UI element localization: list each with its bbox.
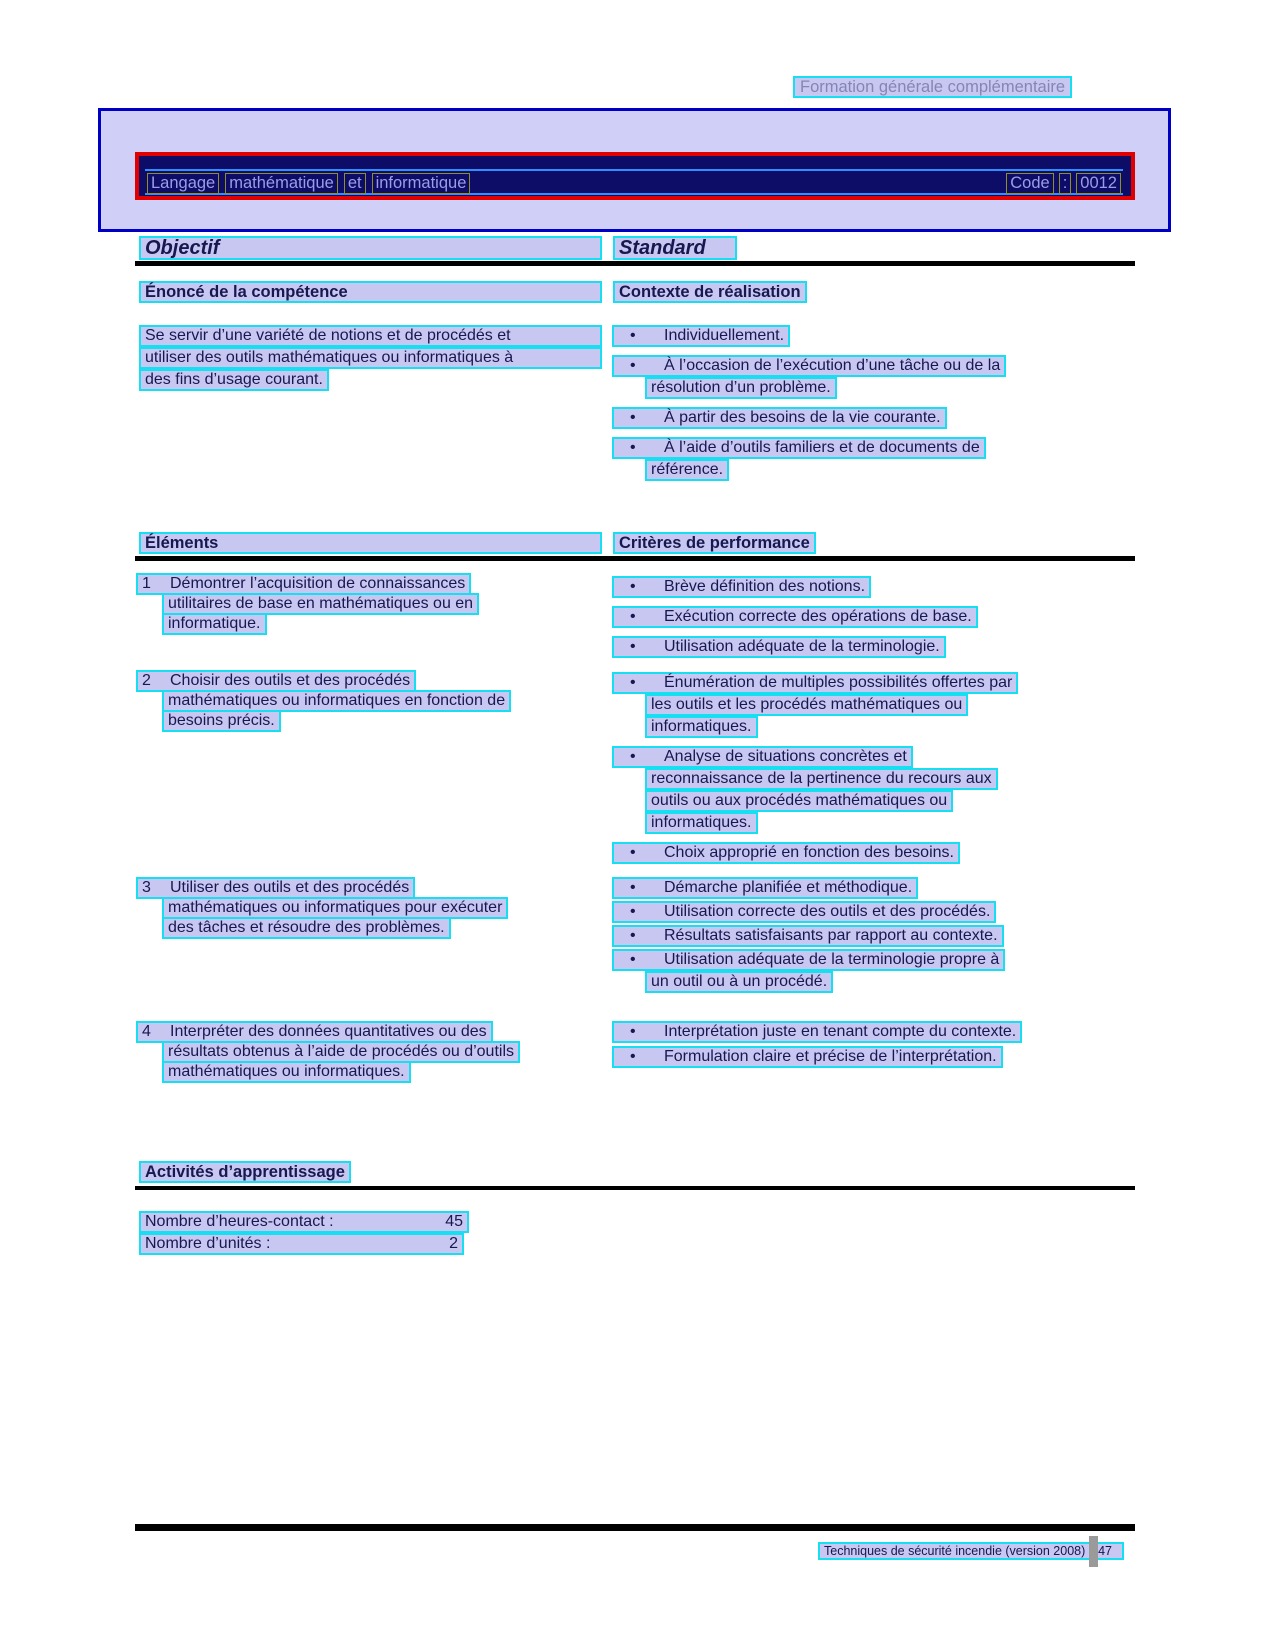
statement-line: des fins d’usage courant. [139, 369, 329, 391]
context-bullet-line: référence. [645, 459, 729, 481]
bullet-icon: • [630, 927, 636, 944]
banner-word: et [344, 173, 366, 194]
banner-word: Langage [147, 173, 219, 194]
bullet-icon: • [630, 674, 636, 691]
hours-value: 45 [445, 1213, 463, 1230]
title-banner [98, 108, 1171, 232]
criterion-line [612, 949, 1005, 971]
horizontal-rule [135, 1186, 1135, 1190]
criterion-text: Formulation claire et précise de l’interprétation. [664, 1048, 997, 1065]
item-line: mathématiques ou informatiques en fonction de [162, 690, 511, 712]
context-bullet-line: résolution d’un problème. [645, 377, 837, 399]
units-value: 2 [449, 1235, 458, 1252]
criterion-line [612, 842, 960, 864]
banner-title [147, 173, 470, 194]
criterion-text: Interprétation juste en tenant compte du contexte. [664, 1023, 1017, 1040]
activities-heading: Activités d’apprentissage [139, 1161, 351, 1183]
bullet-icon: • [630, 1048, 636, 1065]
bullet-icon: • [630, 357, 636, 374]
elements-heading: Éléments [139, 532, 602, 554]
item-line: besoins précis. [162, 710, 281, 732]
item-line [136, 670, 416, 692]
item-text: Démontrer l’acquisition de connaissances [170, 575, 466, 592]
criterion-line: reconnaissance de la pertinence du recours aux [645, 768, 998, 790]
item-text: Utiliser des outils et des procédés [170, 879, 410, 896]
criterion-line: un outil ou à un procédé. [645, 971, 833, 993]
criterion-text: Utilisation adéquate de la terminologie. [664, 638, 940, 655]
criterion-text: Utilisation correcte des outils et des procédés. [664, 903, 991, 920]
criterion-line [612, 1021, 1022, 1043]
item-number: 1 [142, 575, 151, 592]
criterion-line: outils ou aux procédés mathématiques ou [645, 790, 953, 812]
footer-separator-bar [1089, 1536, 1098, 1567]
criterion-line [612, 746, 913, 768]
item-number: 2 [142, 672, 151, 689]
bullet-icon: • [630, 879, 636, 896]
context-bullet-line [612, 407, 947, 429]
item-line: mathématiques ou informatiques. [162, 1061, 411, 1083]
horizontal-rule [135, 261, 1135, 266]
context-bullet-text: À l’aide d’outils familiers et de documents de [664, 439, 980, 456]
criterion-text: Brève définition des notions. [664, 578, 866, 595]
hours-label: Nombre d’heures-contact : [145, 1213, 334, 1230]
bullet-icon: • [630, 327, 636, 344]
item-line: informatique. [162, 613, 267, 635]
units-row [139, 1233, 464, 1255]
bullet-icon: • [630, 638, 636, 655]
criterion-text: Choix approprié en fonction des besoins. [664, 844, 954, 861]
criterion-text: Démarche planifiée et méthodique. [664, 879, 913, 896]
item-number: 4 [142, 1023, 151, 1040]
bullet-icon: • [630, 578, 636, 595]
banner-word: informatique [372, 173, 471, 194]
criterion-line [612, 877, 918, 899]
criterion-line: informatiques. [645, 812, 758, 834]
footer-page-number: 47 [1098, 1544, 1112, 1558]
bullet-icon: • [630, 409, 636, 426]
statement-line: utiliser des outils mathématiques ou informatiques à [139, 347, 602, 369]
units-label: Nombre d’unités : [145, 1235, 271, 1252]
context-bullet-line [612, 325, 790, 347]
bullet-icon: • [630, 748, 636, 765]
criterion-text: Résultats satisfaisants par rapport au contexte. [664, 927, 998, 944]
footer-rule [135, 1524, 1135, 1531]
bullet-icon: • [630, 903, 636, 920]
code-value: 0012 [1076, 173, 1121, 194]
column-heading-standard: Standard [613, 236, 737, 260]
footer [818, 1542, 1124, 1560]
item-text: Choisir des outils et des procédés [170, 672, 411, 689]
banner-word: mathématique [225, 173, 338, 194]
context-bullet-line [612, 437, 986, 459]
context-bullet-line [612, 355, 1006, 377]
running-header: Formation générale complémentaire [793, 76, 1072, 98]
item-text: Interpréter des données quantitatives ou des [170, 1023, 487, 1040]
code-label: Code [1006, 173, 1053, 194]
criterion-line [612, 901, 996, 923]
criterion-text: Exécution correcte des opérations de base. [664, 608, 972, 625]
criterion-text: Énumération de multiples possibilités offertes par [664, 674, 1013, 691]
item-line: des tâches et résoudre des problèmes. [162, 917, 451, 939]
footer-doc-title: Techniques de sécurité incendie (version 2008) [824, 1544, 1086, 1558]
criterion-text: Utilisation adéquate de la terminologie propre à [664, 951, 1000, 968]
hours-row [139, 1211, 469, 1233]
banner-code [1006, 173, 1121, 194]
bullet-icon: • [630, 608, 636, 625]
code-colon: : [1059, 173, 1072, 194]
horizontal-rule [135, 556, 1135, 561]
criteria-heading: Critères de performance [613, 532, 816, 554]
bullet-icon: • [630, 439, 636, 456]
item-line [136, 877, 415, 899]
criterion-line [612, 576, 871, 598]
criterion-text: Analyse de situations concrètes et [664, 748, 907, 765]
context-bullet-text: À partir des besoins de la vie courante. [664, 409, 941, 426]
bullet-icon: • [630, 1023, 636, 1040]
item-line: résultats obtenus à l’aide de procédés ou d’outils [162, 1041, 520, 1063]
competence-heading: Énoncé de la compétence [139, 281, 602, 303]
item-line [136, 1021, 493, 1043]
column-heading-objectif: Objectif [139, 236, 602, 260]
criterion-line: informatiques. [645, 716, 758, 738]
context-heading: Contexte de réalisation [613, 281, 807, 303]
item-line: mathématiques ou informatiques pour exécuter [162, 897, 508, 919]
context-bullet-text: Individuellement. [664, 327, 785, 344]
item-number: 3 [142, 879, 151, 896]
context-bullet-text: À l’occasion de l’exécution d’une tâche ou de la [664, 357, 1001, 374]
criterion-line: les outils et les procédés mathématiques ou [645, 694, 968, 716]
item-line [136, 573, 471, 595]
criterion-line [612, 606, 978, 628]
criterion-line [612, 672, 1018, 694]
title-bar [135, 152, 1135, 200]
item-line: utilitaires de base en mathématiques ou en [162, 593, 479, 615]
bullet-icon: • [630, 951, 636, 968]
bullet-icon: • [630, 844, 636, 861]
criterion-line [612, 925, 1004, 947]
statement-line: Se servir d’une variété de notions et de procédés et [139, 325, 602, 347]
criterion-line [612, 1046, 1003, 1068]
criterion-line [612, 636, 946, 658]
